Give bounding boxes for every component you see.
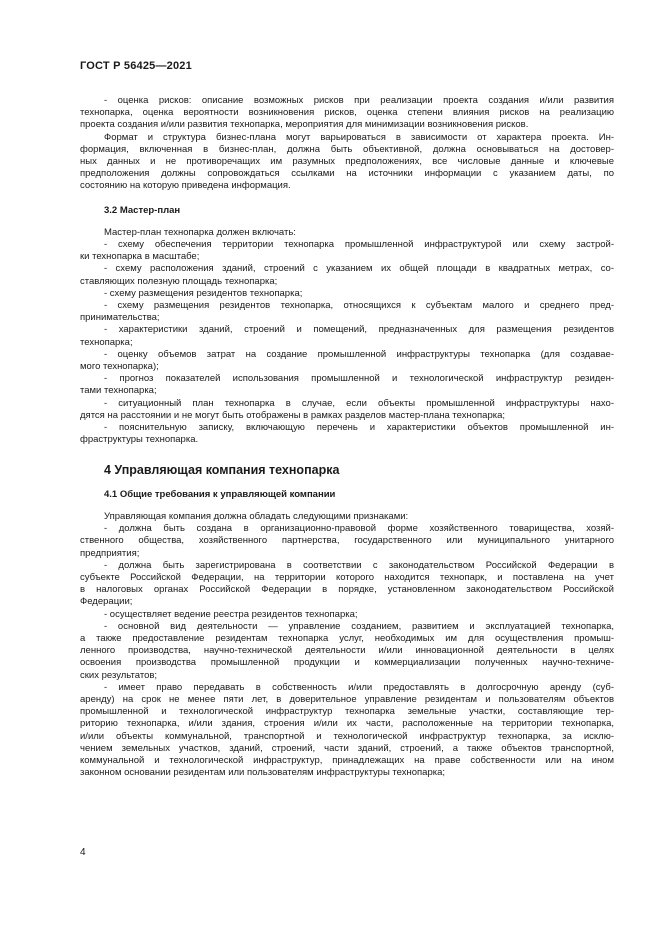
text-line: - должна быть зарегистрирована в соответствии с законодательством Российской Федерации в [104, 559, 614, 571]
text-line: Формат и структура бизнес-плана могут варьироваться в зависимости от характера проекта. Ин- [104, 131, 614, 143]
text-line: - схему расположения зданий, строений с указанием их общей площади в квадратных метрах, со- [104, 263, 614, 275]
text-line: Управляющая компания должна обладать следующими признаками: [104, 510, 409, 522]
paragraph [80, 398, 614, 422]
text-line: - схему размещения резидентов технопарка, относящихся к субъектам малого и среднего пред- [104, 300, 614, 312]
text-line: а также предоставление резидентам технопарка услуг, необходимых им для осуществления промыш- [80, 632, 614, 644]
text-line: - оценку объемов затрат на создание промышленной инфраструктуры технопарка (для создавае- [104, 348, 614, 360]
paragraph [80, 239, 614, 263]
text-line: ских результатов; [80, 669, 158, 681]
text-line: - должна быть создана в организационно-правовой форме хозяйственного товарищества, хозяй- [104, 523, 614, 535]
text-line: субъекте Российской Федерации, на территории которого находится технопарк, и поставлена на учет [80, 571, 614, 583]
text-line: ственного общества, хозяйственного партнерства, государственного или муниципального унитарного [80, 535, 614, 547]
text-line: формация, включенная в бизнес-план, должна быть объективной, должна основываться на достовер- [80, 143, 614, 155]
subsection-heading: 3.2 Мастер-план [104, 204, 181, 216]
text-line: в налоговых органах Российской Федерации в порядке, установленном законодательством Российской [80, 584, 614, 596]
text-line: ки технопарка в масштабе; [80, 251, 200, 263]
paragraph [80, 300, 614, 324]
text-line: предприятия; [80, 547, 140, 559]
paragraph [80, 324, 614, 348]
text-line: освоения производства промышленной продукции и коммерциализации полученных научно-техниче- [80, 657, 614, 669]
text-line: принимательства; [80, 312, 160, 324]
text-line: - оценка рисков: описание возможных рисков при реализации проекта создания и/или развития [104, 95, 614, 106]
paragraph [80, 288, 614, 300]
subsection-heading: 4.1 Общие требования к управляющей компании [104, 488, 336, 500]
paragraph [80, 95, 614, 132]
text-line: технопарка, оценка вероятности возникновения рисков, оценка степени влияния рисков на реализацию [80, 107, 614, 119]
text-line: - схему размещения резидентов технопарка; [104, 287, 303, 299]
paragraph [80, 560, 614, 609]
text-line: дятся на расстоянии и не могут быть отображены в рамках разделов мастер-плана технопарка; [80, 409, 506, 421]
paragraph [80, 263, 614, 287]
page-number: 4 [80, 847, 86, 858]
text-line: аренду) на срок не менее пяти лет, в доверительное управление резидентам и пользователям объектов [80, 693, 614, 705]
text-line: - пояснительную записку, включающую перечень и характеристики объектов промышленной ин- [104, 422, 614, 434]
text-line: - осуществляет ведение реестра резидентов технопарка; [104, 608, 358, 620]
text-line: предположения должны сопровождаться ссылками на источники информации с указанием даты, по [80, 168, 614, 180]
text-line: коммунальной и технологической инфраструктур, принадлежащих на праве собственности или на ином [80, 754, 614, 766]
paragraph [80, 422, 614, 446]
text-line: - имеет право передавать в собственность и/или предоставлять в долгосрочную аренду (суб- [104, 681, 614, 693]
text-line: риторию технопарка, и/или здания, строения и/или их части, расположенные на территории технопарка, [80, 718, 614, 730]
text-line: мого технопарка); [80, 361, 159, 373]
text-line: тами технопарка; [80, 385, 157, 397]
paragraph [80, 227, 614, 239]
document-header: ГОСТ Р 56425—2021 [80, 60, 192, 72]
paragraph [80, 609, 614, 621]
paragraph [80, 511, 614, 523]
text-line: фраструктуры технопарка. [80, 434, 199, 446]
text-line: - характеристики зданий, строений и помещений, предназначенных для размещения резидентов [104, 324, 614, 336]
text-line: Мастер-план технопарка должен включать: [104, 226, 296, 238]
text-line: чением земельных участков, зданий, строений, части зданий, строений, а также объектов транспортной, [80, 742, 614, 754]
text-line: - схему обеспечения территории технопарка промышленной инфраструктурой или схему застрой- [104, 239, 614, 251]
text-line: технопарка; [80, 336, 133, 348]
paragraph [80, 349, 614, 373]
text-line: состоянию на которую приведена информация. [80, 180, 291, 192]
paragraph [80, 132, 614, 193]
text-line: - основной вид деятельности — управление созданием, развитием и эксплуатацией технопарка, [104, 620, 614, 632]
text-line: законном основании резидентам или пользователям инфраструктуры технопарка; [80, 767, 446, 779]
paragraph [80, 523, 614, 560]
text-line: проекта создания и/или развития технопарка, мероприятия для минимизации возникновения рисков. [80, 119, 529, 131]
paragraph [80, 621, 614, 682]
paragraph [80, 373, 614, 397]
paragraph [80, 682, 614, 780]
text-line: ных данных и не противоречащих им разумных предположениях, все числовые данные и ключевые [80, 156, 614, 168]
text-line: ставляющих полезную площадь технопарка; [80, 275, 278, 287]
text-line: Федерации; [80, 596, 133, 608]
page-body [80, 95, 614, 779]
text-line: и/или объекты коммунальной, транспортной и технологической инфраструктур технопарка, за исклю- [80, 730, 614, 742]
text-line: ленного производства, научно-технической деятельности и/или инновационной деятельности в целях [80, 645, 614, 657]
text-line: - прогноз показателей использования промышленной и технологической инфраструктур резиден- [104, 373, 614, 385]
text-line: - ситуационный план технопарка в случае, если объекты промышленной инфраструктуры нахо- [104, 397, 614, 409]
text-line: промышленной и технологической инфраструктур технопарка земельные участки, составляющие тер- [80, 706, 614, 718]
section-heading: 4 Управляющая компания технопарка [104, 463, 340, 478]
